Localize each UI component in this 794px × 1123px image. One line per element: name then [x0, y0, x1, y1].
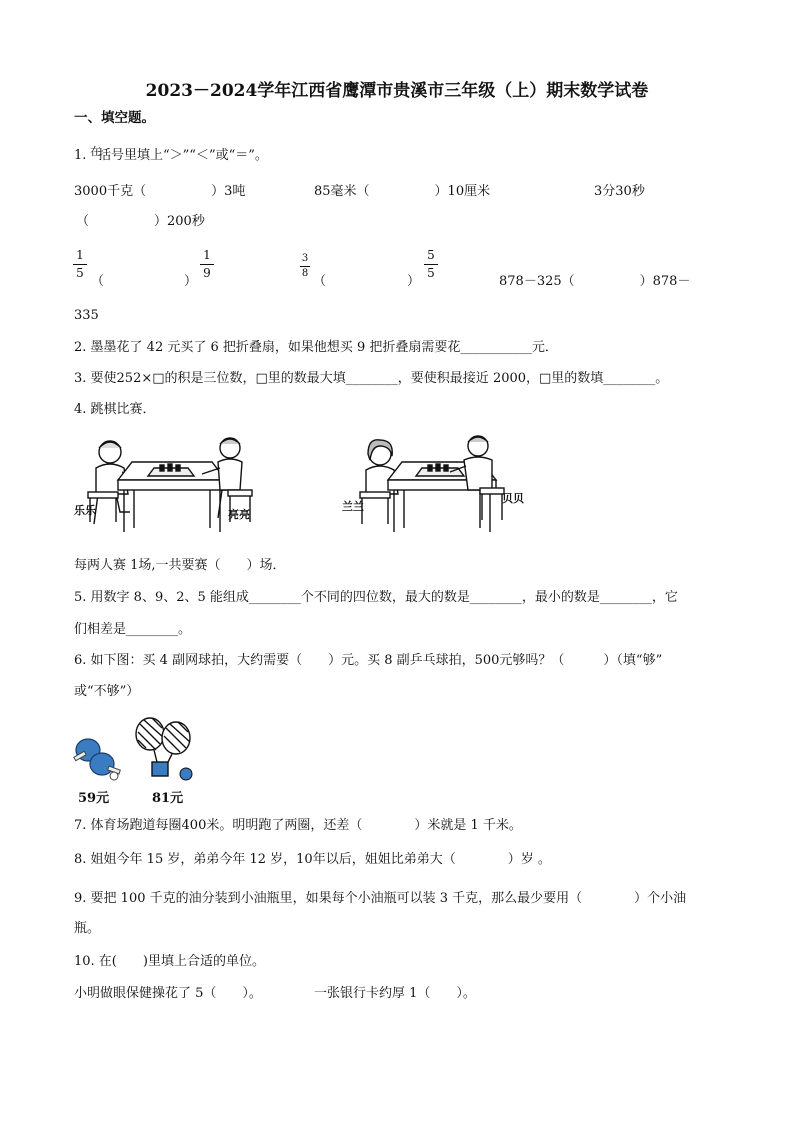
q1-number: 1.	[74, 148, 87, 163]
fraction-3-8	[300, 254, 310, 279]
fraction-bar	[73, 264, 87, 265]
fraction-1-9	[200, 249, 214, 280]
q4-text: 4. 跳棋比赛．	[74, 402, 156, 417]
q5-text: 5. 用数字 8、9、2、5 能组成________个不同的四位数，最大的数是________，最小的数是________，它	[74, 590, 678, 605]
player-name: 亮亮	[228, 508, 250, 521]
q6-text-cont: 或“不够”）	[74, 684, 140, 699]
paren-open: （	[313, 274, 327, 289]
fraction-numerator: 1	[76, 248, 84, 262]
q9-text: 9. 要把 100 千克的油分装到小油瓶里，如果每个小油瓶可以装 3 千克，那么最少要用（ ）个小油	[74, 891, 687, 906]
q1-item-time-left: 3分30秒	[594, 184, 645, 199]
fraction-numerator: 5	[427, 248, 435, 262]
q10-item-a: 小明做眼保健操花了 5（ ）。	[74, 986, 262, 1001]
fraction-denominator: 8	[301, 268, 309, 279]
fraction-numerator: 1	[203, 248, 211, 262]
q6-text: 6. 如下图：买 4 副网球拍，大约需要（ ）元。买 8 副乒乓球拍，500元够吗？（ ）（填“够”	[74, 653, 663, 668]
fraction-numerator: 3	[301, 253, 309, 264]
fraction-bar	[300, 266, 310, 267]
paren-close: ）	[407, 274, 421, 289]
q1-overlay-char: 在	[90, 145, 101, 158]
fraction-bar	[424, 264, 438, 265]
chess-game-illustration-left	[72, 432, 272, 542]
paren-open: （	[91, 274, 105, 289]
q4-answer-line: 每两人赛 1场,一共要赛（ ）场．	[74, 558, 286, 573]
ping-pong-paddle-icon	[72, 736, 122, 782]
fraction-5-5	[424, 249, 438, 280]
section-heading: 一、填空题。	[74, 110, 155, 126]
q1-item-subtraction-cont: 335	[74, 308, 99, 323]
q7-text: 7. 体育场跑道每圈400米。明明跑了两圈，还差（ ）米就是 1 千米。	[74, 818, 522, 833]
q1-item-weight: 3000千克（ ）3吨	[74, 184, 246, 199]
q10-text: 10. 在( )里填上合适的单位。	[74, 954, 265, 969]
q9-text-cont: 瓶。	[74, 921, 101, 936]
q1-item-length: 85毫米（ ）10厘米	[314, 184, 491, 199]
chess-game-illustration-right	[340, 432, 540, 542]
fraction-bar	[200, 264, 214, 265]
q1-item-time-right: （ ）200秒	[76, 214, 205, 229]
player-name: 贝贝	[502, 492, 524, 505]
player-name: 乐乐	[74, 504, 96, 517]
q2-text: 2. 墨墨花了 42 元买了 6 把折叠扇，如果他想买 9 把折叠扇需要花___________元．	[74, 340, 558, 355]
paren-close: ）	[184, 274, 198, 289]
q1-instruction: 括号里填上“＞”“＜”或“＝”。	[98, 148, 268, 163]
q3-text: 3. 要使252×□的积是三位数，□里的数最大填________，要使积最接近 2000，□里的数填________。	[74, 371, 669, 386]
price-ping-pong: 59元	[78, 791, 110, 806]
fraction-1-5	[73, 249, 87, 280]
q1-item-subtraction: 878－325（ ）878－	[499, 274, 691, 289]
fraction-denominator: 9	[203, 266, 211, 280]
q10-item-b: 一张银行卡约厚 1（ ）。	[314, 986, 476, 1001]
q5-text-cont: 们相差是________。	[74, 622, 192, 637]
page-title: 2023－2024学年江西省鹰潭市贵溪市三年级（上）期末数学试卷	[145, 81, 649, 101]
fraction-denominator: 5	[427, 266, 435, 280]
player-name: 兰兰	[342, 500, 364, 513]
tennis-racket-icon	[132, 716, 200, 782]
fraction-denominator: 5	[76, 266, 84, 280]
q8-text: 8. 姐姐今年 15 岁，弟弟今年 12 岁，10年以后，姐姐比弟弟大（ ）岁 。	[74, 852, 551, 867]
price-tennis: 81元	[152, 791, 184, 806]
